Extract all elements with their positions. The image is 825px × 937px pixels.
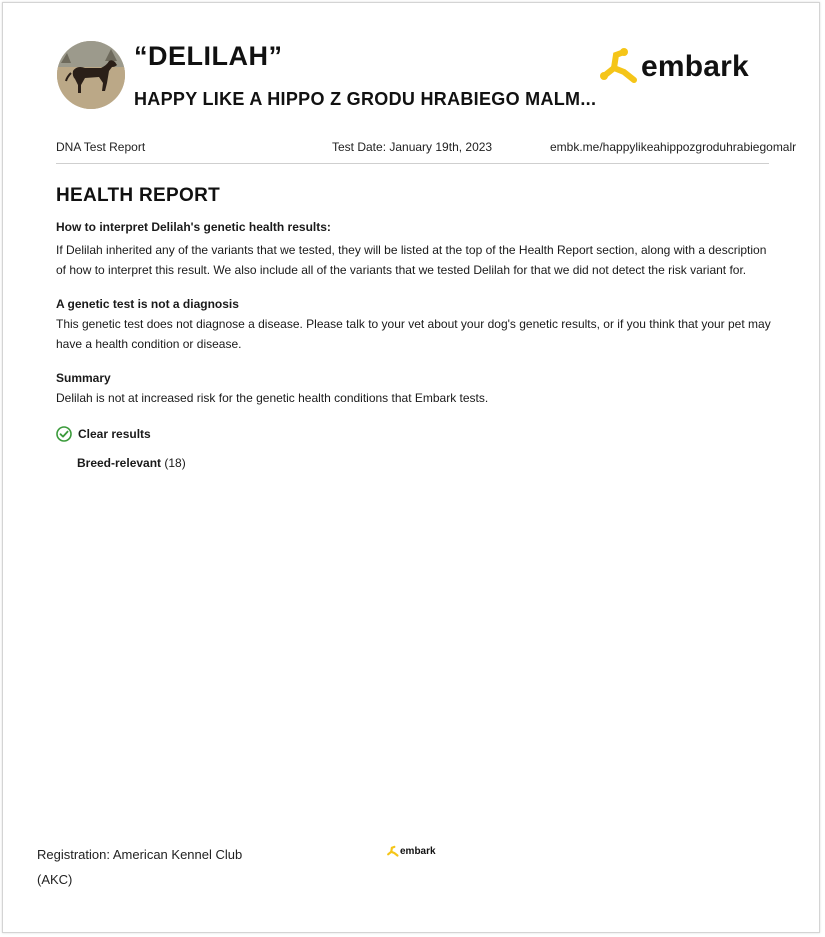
breed-relevant-row	[77, 453, 771, 473]
breed-relevant-label: Breed-relevant	[77, 456, 162, 470]
profile-link[interactable]: embk.me/happylikeahippozgroduhrabiegomalr	[550, 140, 797, 154]
footer-logo-text: embark	[400, 846, 436, 857]
health-report-content	[56, 217, 771, 473]
interpret-heading: How to interpret Delilah's genetic health results:	[56, 220, 331, 234]
interpret-text: If Delilah inherited any of the variants that we tested, they will be listed at the top of the Health Report section, along with a description of how to interpret this result. We also include all of the variants that we tested Delilah for that we did not detect the risk variant for.	[56, 243, 767, 277]
embark-logo-small-icon	[386, 845, 399, 858]
dog-photo-icon	[57, 41, 125, 109]
test-date: Test Date: January 19th, 2023	[332, 140, 493, 154]
embark-logo	[597, 46, 749, 88]
footer-embark-logo	[386, 845, 436, 858]
footer-registration	[37, 842, 242, 892]
registration-line: Registration: American Kennel Club	[37, 847, 243, 862]
header-divider	[56, 163, 769, 164]
diagnosis-heading: A genetic test is not a diagnosis	[56, 297, 239, 311]
diagnosis-text: This genetic test does not diagnose a disease. Please talk to your vet about your dog's genetic results, or if you think that your pet may have a health condition or disease.	[56, 317, 771, 351]
summary-heading: Summary	[56, 371, 111, 385]
embark-logo-text: embark	[641, 50, 749, 83]
summary-text: Delilah is not at increased risk for the genetic health conditions that Embark tests.	[56, 391, 489, 405]
report-page-top	[3, 3, 819, 480]
registration-abbrev: (AKC)	[37, 872, 73, 887]
breed-relevant-count: (18)	[164, 456, 186, 470]
embark-logo-icon	[597, 46, 639, 88]
dog-photo-avatar	[57, 41, 125, 109]
clear-results-row	[56, 424, 771, 444]
dog-call-name: “DELILAH”	[134, 41, 283, 71]
check-circle-icon	[56, 426, 72, 442]
report-type: DNA Test Report	[56, 140, 146, 154]
dog-registered-name: HAPPY LIKE A HIPPO Z GRODU HRABIEGO MALM...	[134, 89, 597, 109]
clear-results-label: Clear results	[78, 427, 151, 441]
health-report-title: HEALTH REPORT	[56, 185, 220, 206]
